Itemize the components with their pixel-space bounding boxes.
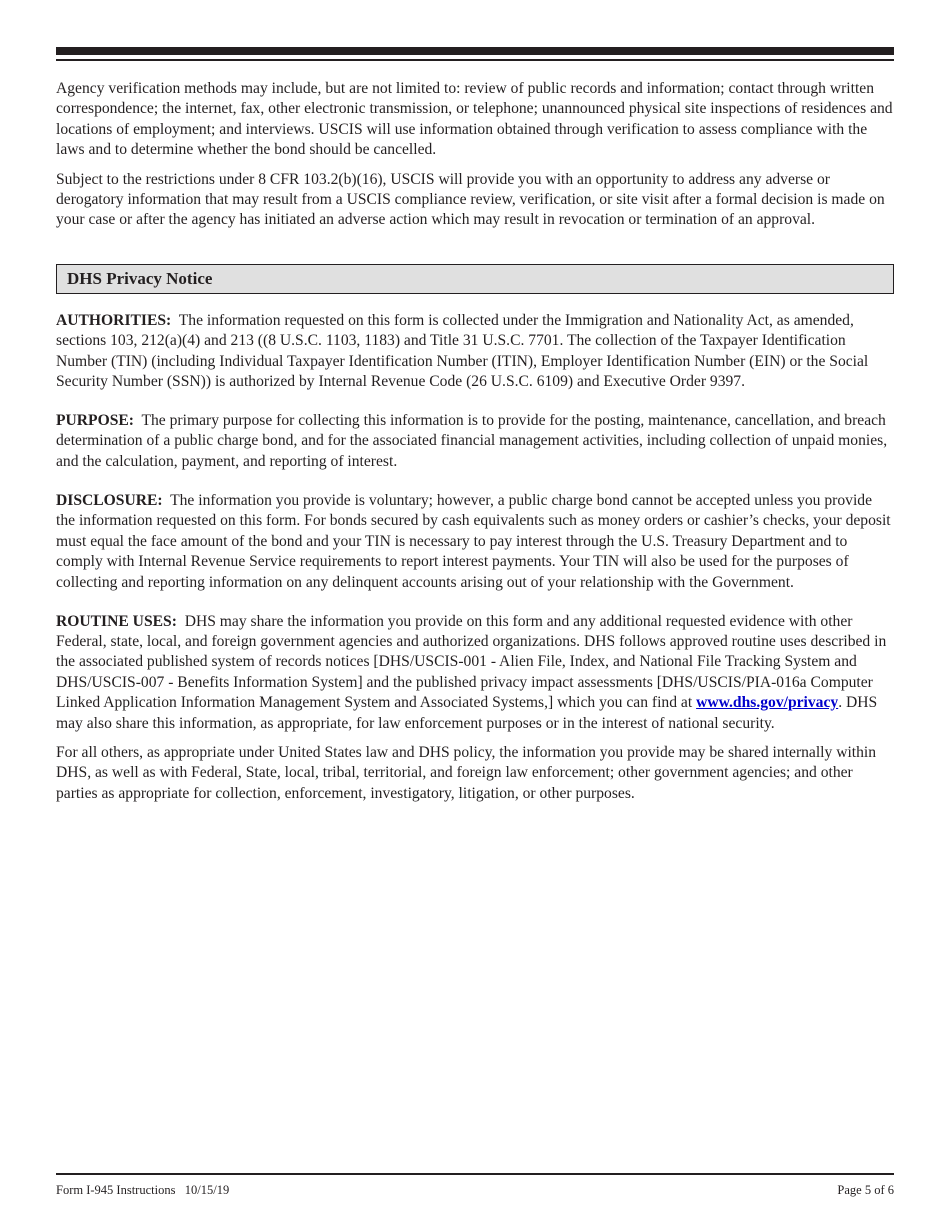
privacy-notice-title: DHS Privacy Notice: [67, 268, 213, 288]
disclosure-paragraph: [56, 491, 894, 593]
footer-rule: [56, 1173, 894, 1175]
purpose-text: The primary purpose for collecting this information is to provide for the posting, maintenance, cancellation, and breach determination of a public charge bond, and for the associated financial management activities, including collection of unpaid monies, and the calculation, payment, and reporting of interest.: [56, 412, 888, 470]
authorities-label: AUTHORITIES:: [56, 311, 172, 329]
purpose-label: PURPOSE:: [56, 412, 134, 430]
privacy-notice-header: [56, 264, 894, 294]
footer-form-name: Form I-945 Instructions 10/15/19: [56, 1183, 230, 1197]
dhs-privacy-link[interactable]: www.dhs.gov/privacy: [696, 694, 839, 712]
routine-uses-label: ROUTINE USES:: [56, 612, 177, 630]
authorities-paragraph: [56, 311, 894, 393]
routine-uses-text: DHS may share the information you provide on this form and any additional requested evidence with other Federal, state, local, and foreign government agencies and authorized organizations. DHS follows approved routine uses described in the associated published system of records notices [DHS/USCIS-001 - Alien File, Index, and National File Tracking System and DHS/USCIS-007 - Benefits Information System] and the published privacy impact assessments [DHS/USCIS/PIA-016a Computer Linked Application Information Management System and Associated Systems,] which you can find at: [56, 612, 887, 712]
routine-uses-paragraph: [56, 612, 894, 734]
footer-page-number: Page 5 of 6: [837, 1183, 894, 1197]
disclosure-text: The information you provide is voluntary; however, a public charge bond cannot be accepted unless you provide the information requested on this form. For bonds secured by cash equivalents such as money orders or cashier’s checks, your deposit must equal the face amount of the bond and your TIN is necessary to pay interest through the U.S. Treasury Department and to comply with Internal Revenue Service requirements to report interest payments. Your TIN will also be used for the purposes of collecting and reporting information on any delinquent accounts arising out of your relationship with the Government.: [56, 491, 891, 591]
routine-uses-text-end: . DHS may also share this information, as appropriate, for law enforcement purposes or in the interest of national security.: [56, 694, 878, 732]
page-content: [56, 79, 894, 804]
purpose-paragraph: [56, 411, 894, 472]
authorities-text: The information requested on this form is collected under the Immigration and Nationality Act, as amended, sections 103, 212(a)(4) and 213 ((8 U.S.C. 1103, 1183) and Title 31 U.S.C. 7701. The collection of the Taxpayer Identification Number (TIN) (including Individual Taxpayer Identification Number (ITIN), Employer Identification Number (EIN) or the Social Security Number (SSN)) is authorized by Internal Revenue Code (26 U.S.C. 6109) and Executive Order 9397.: [56, 311, 869, 391]
adverse-information-paragraph: Subject to the restrictions under 8 CFR 103.2(b)(16), USCIS will provide you with an opportunity to address any adverse or derogatory information that may result from a USCIS compliance review, verification, or site visit after a formal decision is made on your case or after the agency has initiated an adverse action which may result in revocation or termination of an approval.: [56, 170, 885, 229]
disclosure-label: DISCLOSURE:: [56, 491, 163, 509]
all-others-paragraph: For all others, as appropriate under United States law and DHS policy, the information you provide may be shared internally within DHS, as well as with Federal, State, local, tribal, territorial, and foreign law enforcement; other government agencies; and other parties as appropriate for collection, enforcement, investigatory, litigation, or other purposes.: [56, 743, 877, 802]
verification-methods-paragraph: Agency verification methods may include, but are not limited to: review of public records and information; contact through written correspondence; the internet, fax, other electronic transmission, or telephone; unannounced physical site inspections of residences and locations of employment; and interviews. USCIS will use information obtained through verification to assess compliance with the laws and to determine whether the bond should be cancelled.: [56, 80, 893, 159]
header-thick-rule: [56, 47, 894, 55]
document-page: [56, 0, 894, 1230]
header-thin-rule: [56, 59, 894, 61]
